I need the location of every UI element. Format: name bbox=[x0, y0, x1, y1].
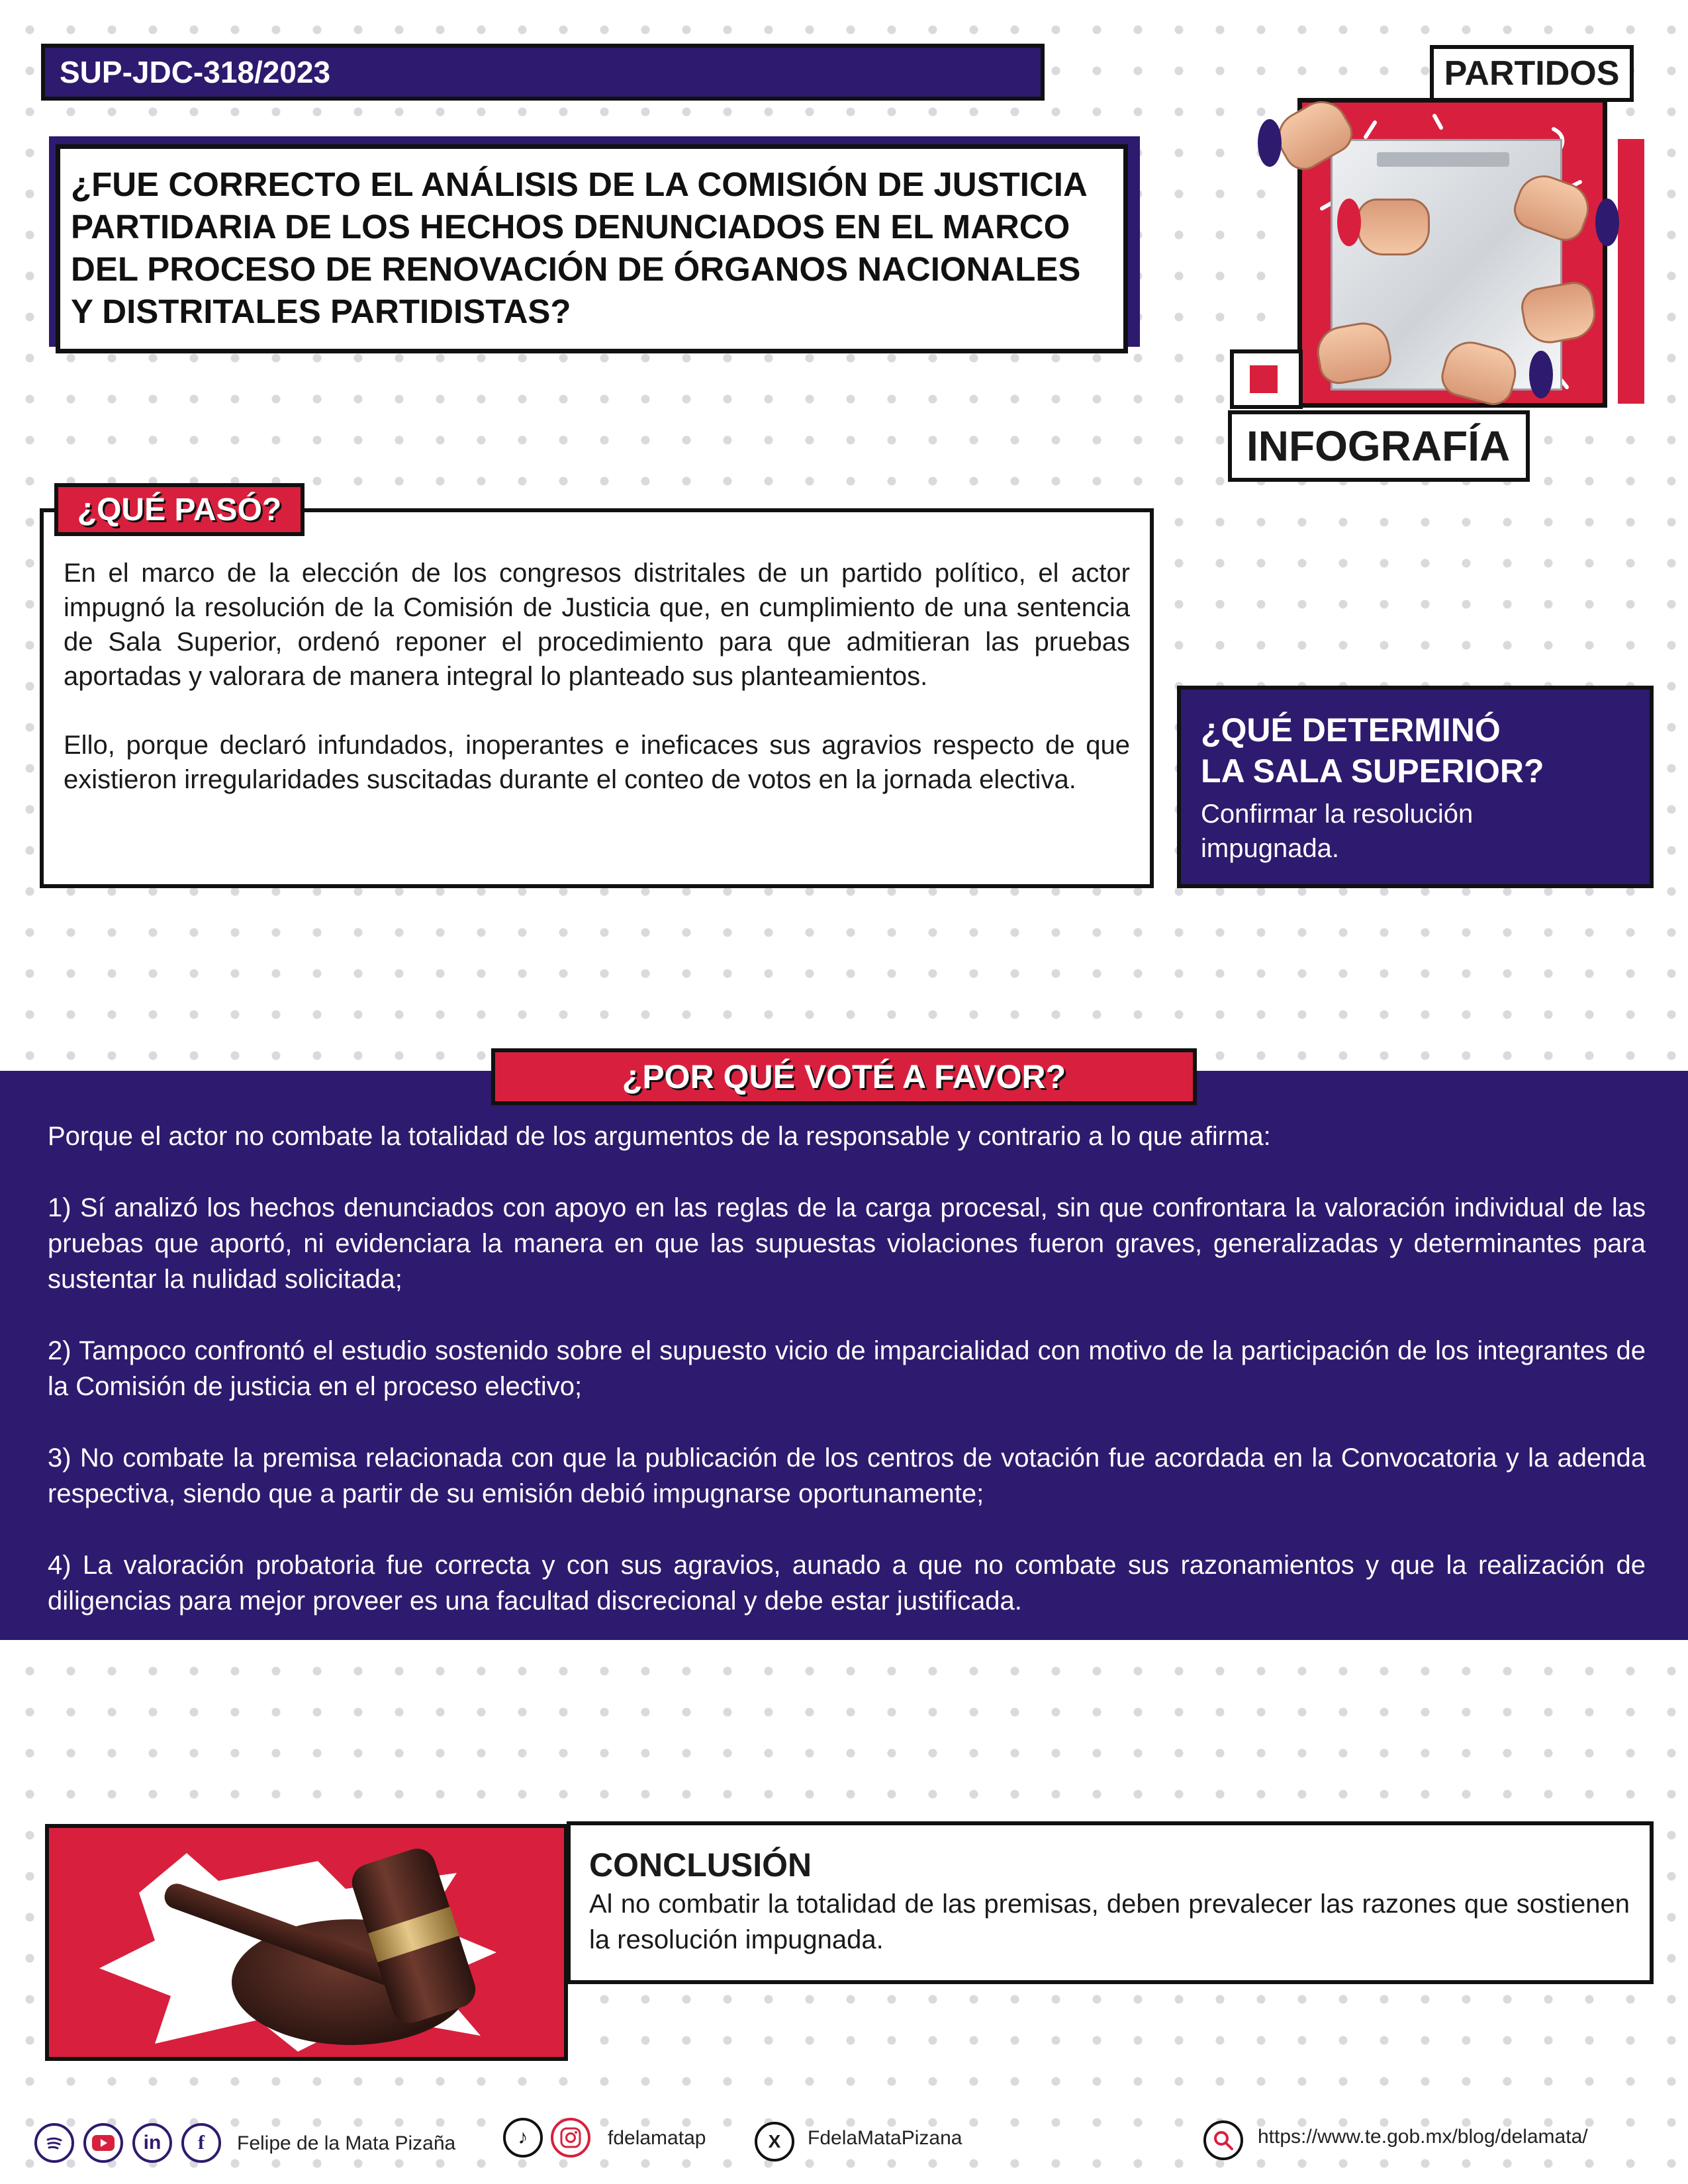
por-que-vote-point-2: 2) Tampoco confrontó el estudio sostenido sobre el supuesto vicio de imparcialidad con motivo de la participación de los integrantes de la Comisión de justicia en el proceso electivo; bbox=[48, 1336, 1646, 1401]
question-box bbox=[56, 144, 1128, 353]
case-number-bar bbox=[41, 44, 1045, 101]
que-paso-title-text: ¿QUÉ PASÓ? bbox=[77, 492, 282, 527]
que-determino-text-line-2: impugnada. bbox=[1201, 834, 1340, 863]
instagram-glyph bbox=[559, 2126, 582, 2149]
que-paso-paragraph-2: Ello, porque declaró infundados, inoperantes e ineficaces sus agravios respecto de que existieron irregularidades suscitadas durante el conteo de votos en la jornada electiva. bbox=[64, 731, 1130, 794]
spotify-glyph bbox=[42, 2131, 66, 2155]
case-number: SUP-JDC-318/2023 bbox=[60, 55, 331, 89]
por-que-vote-point-3: 3) No combate la premisa relacionada con que la publicación de los centros de votación fue acordada en la Convocatoria y la adenda respectiva, siendo que a partir de su emisión debió impugnarse oportunamente; bbox=[48, 1443, 1646, 1508]
conclusion-text: Al no combatir la totalidad de las premisas, deben prevalecer las razones que sostienen la resolución impugnada. bbox=[589, 1889, 1630, 1954]
que-determino-box bbox=[1177, 686, 1654, 888]
facebook-icon[interactable]: f bbox=[181, 2123, 221, 2163]
por-que-vote-point-1: 1) Sí analizó los hechos denunciados con apoyo en las reglas de la carga procesal, sin que confrontara la valoración individual de las pruebas que aportó, ni evidenciara la manera en que las supuestas violaciones fueron graves, generalizadas y determinantes para sustentar la nulidad solicitada; bbox=[48, 1193, 1646, 1294]
category-tag bbox=[1430, 45, 1634, 102]
conclusion-box bbox=[567, 1821, 1654, 1984]
conclusion-title: CONCLUSIÓN bbox=[589, 1846, 812, 1884]
search-icon[interactable] bbox=[1203, 2120, 1243, 2160]
que-determino-title bbox=[1201, 709, 1650, 792]
que-paso-title bbox=[54, 483, 305, 536]
sleeve-cuff bbox=[1258, 119, 1282, 167]
que-determino-text bbox=[1201, 797, 1650, 866]
spotify-icon[interactable] bbox=[34, 2123, 74, 2163]
footer-x-handle: FdelaMataPizana bbox=[808, 2127, 962, 2149]
sleeve-cuff bbox=[1337, 199, 1361, 246]
footer-name: Felipe de la Mata Pizaña bbox=[237, 2132, 456, 2154]
footer-social-handle: fdelamatap bbox=[608, 2127, 706, 2149]
decorative-red-square bbox=[1250, 365, 1278, 393]
category-tag-label: PARTIDOS bbox=[1444, 54, 1620, 93]
infographic-tag-label: INFOGRAFÍA bbox=[1246, 422, 1511, 470]
main-question: ¿FUE CORRECTO EL ANÁLISIS DE LA COMISIÓN DE JUSTICIA PARTIDARIA DE LOS HECHOS DENUNCIADOS EN EL MARCO DEL PROCESO DE RENOVACIÓN DE ÓRGANOS NACIONALES Y DISTRITALES PARTIDISTAS? bbox=[71, 165, 1086, 330]
youtube-icon[interactable] bbox=[83, 2123, 123, 2163]
por-que-vote-section bbox=[0, 1071, 1688, 1640]
x-twitter-icon[interactable]: X bbox=[755, 2122, 794, 2161]
sleeve-cuff bbox=[1595, 199, 1619, 246]
por-que-vote-title-text: ¿POR QUÉ VOTÉ A FAVOR? bbox=[622, 1058, 1066, 1095]
tiktok-icon[interactable]: ♪ bbox=[503, 2118, 543, 2158]
youtube-glyph bbox=[91, 2133, 116, 2153]
footer-url[interactable]: https://www.te.gob.mx/blog/delamata/ bbox=[1258, 2126, 1588, 2148]
ballot-slot bbox=[1377, 152, 1509, 167]
que-determino-title-line-1: ¿QUÉ DETERMINÓ bbox=[1201, 711, 1501, 749]
que-paso-box bbox=[40, 508, 1154, 888]
que-determino-title-line-2: LA SALA SUPERIOR? bbox=[1201, 752, 1544, 790]
infographic-tag bbox=[1228, 410, 1530, 482]
decorative-red-bar bbox=[1618, 139, 1644, 404]
magnifier-glyph bbox=[1211, 2128, 1235, 2152]
que-paso-paragraph-1: En el marco de la elección de los congresos distritales de un partido político, el actor impugnó la resolución de la Comisión de Justicia que, en cumplimiento de una sentencia de Sala Superior, ordenó reponer el procedimiento para que admitieran las pruebas aportadas y valorara de manera integral lo planteado sus planteamientos. bbox=[64, 559, 1130, 691]
sleeve-cuff bbox=[1529, 351, 1553, 398]
linkedin-icon[interactable]: in bbox=[132, 2123, 172, 2163]
thumbs-down-icon bbox=[1357, 199, 1430, 255]
que-determino-text-line-1: Confirmar la resolución bbox=[1201, 799, 1474, 829]
por-que-vote-intro: Porque el actor no combate la totalidad de los argumentos de la responsable y contrario a lo que afirma: bbox=[48, 1122, 1271, 1151]
instagram-icon[interactable] bbox=[551, 2118, 590, 2158]
por-que-vote-title bbox=[491, 1048, 1197, 1105]
por-que-vote-point-4: 4) La valoración probatoria fue correcta y con sus agravios, aunado a que no combate sus razonamientos y que la realización de diligencias para mejor proveer es una facultad discrecional y debe estar justificada. bbox=[48, 1551, 1646, 1615]
